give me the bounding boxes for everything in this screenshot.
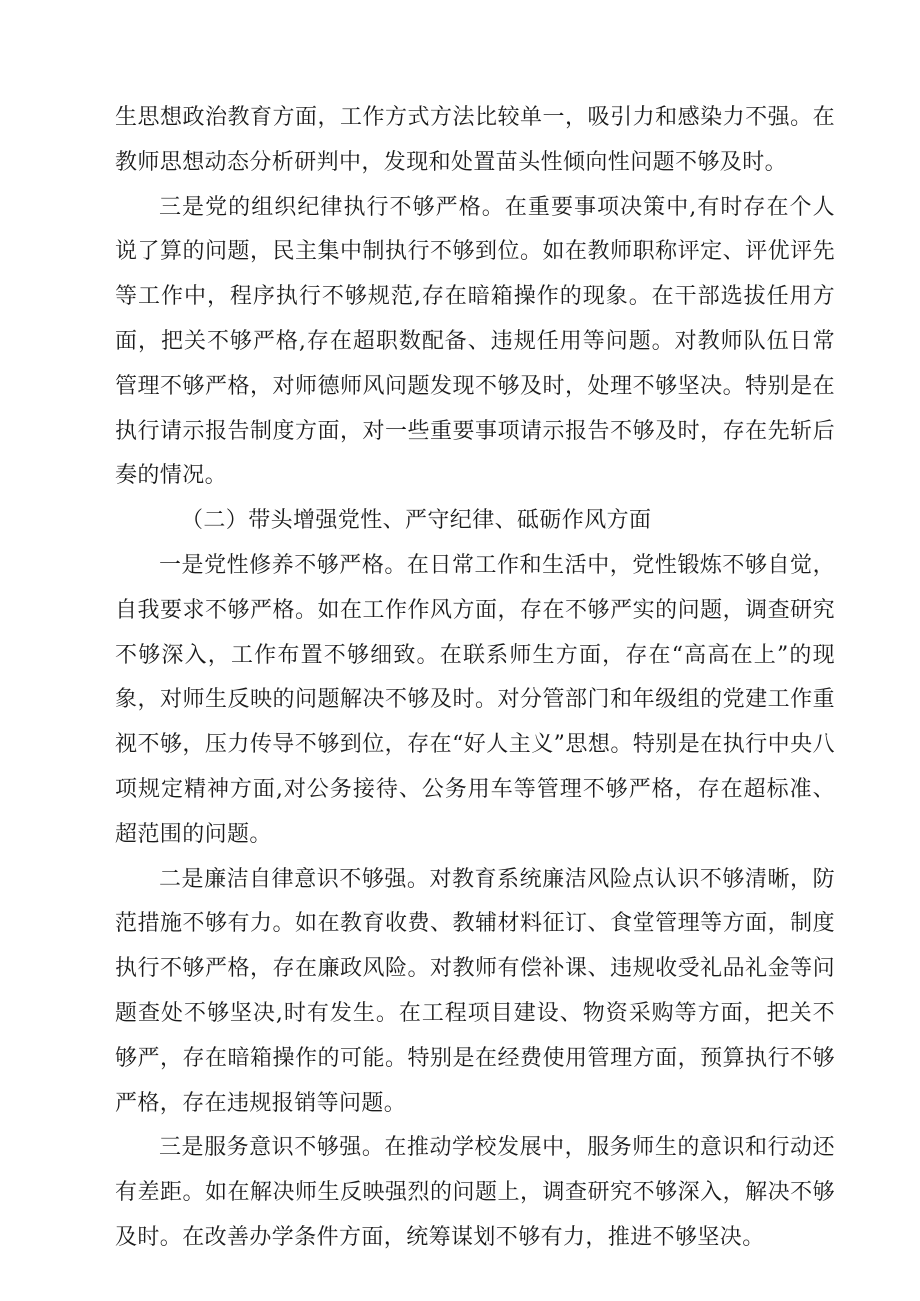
paragraph-party-spirit: 一是党性修养不够严格。在日常工作和生活中，党性锻炼不够自觉，自我要求不够严格。如在工作作风方面，存在不够严实的问题，调查研究不够深入，工作布置不够细致。在联系师生方面，存在“高高在上”的现象，对师生反映的问题解决不够及时。对分管部门和年级组的党建工作重视不够，压力传导不够到位，存在“好人主义”思想。特别是在执行中央八项规定精神方面,对公务接待、公务用车等管理不够严格，存在超标准、超范围的问题。 [115, 552, 835, 847]
paragraph-service-awareness: 三是服务意识不够强。在推动学校发展中，服务师生的意识和行动还有差距。如在解决师生反映强烈的问题上，调查研究不够深入，解决不够及时。在改善办学条件方面，统筹谋划不够有力，推进不够坚决。 [115, 1135, 835, 1250]
paragraph-integrity: 二是廉洁自律意识不够强。对教育系统廉洁风险点认识不够清晰，防范措施不够有力。如在教育收费、教辅材料征订、食堂管理等方面，制度执行不够严格，存在廉政风险。对教师有偿补课、违规收受礼品礼金等问题查处不够坚决,时有发生。在工程项目建设、物资采购等方面，把关不够严，存在暗箱操作的可能。特别是在经费使用管理方面，预算执行不够严格，存在违规报销等问题。 [115, 866, 835, 1116]
paragraph-continued: 生思想政治教育方面，工作方式方法比较单一，吸引力和感染力不强。在教师思想动态分析研判中，发现和处置苗头性倾向性问题不够及时。 [115, 105, 835, 175]
document-body [115, 96, 835, 1261]
paragraph-organizational-discipline: 三是党的组织纪律执行不够严格。在重要事项决策中,有时存在个人说了算的问题，民主集中制执行不够到位。如在教师职称评定、评优评先等工作中，程序执行不够规范,存在暗箱操作的现象。在干部选拔任用方面，把关不够严格,存在超职数配备、违规任用等问题。对教师队伍日常管理不够严格，对师德师风问题发现不够及时，处理不够坚决。特别是在执行请示报告制度方面，对一些重要事项请示报告不够及时，存在先斩后奏的情况。 [115, 194, 835, 489]
section-heading: （二）带头增强党性、严守纪律、砥砺作风方面 [181, 508, 652, 534]
